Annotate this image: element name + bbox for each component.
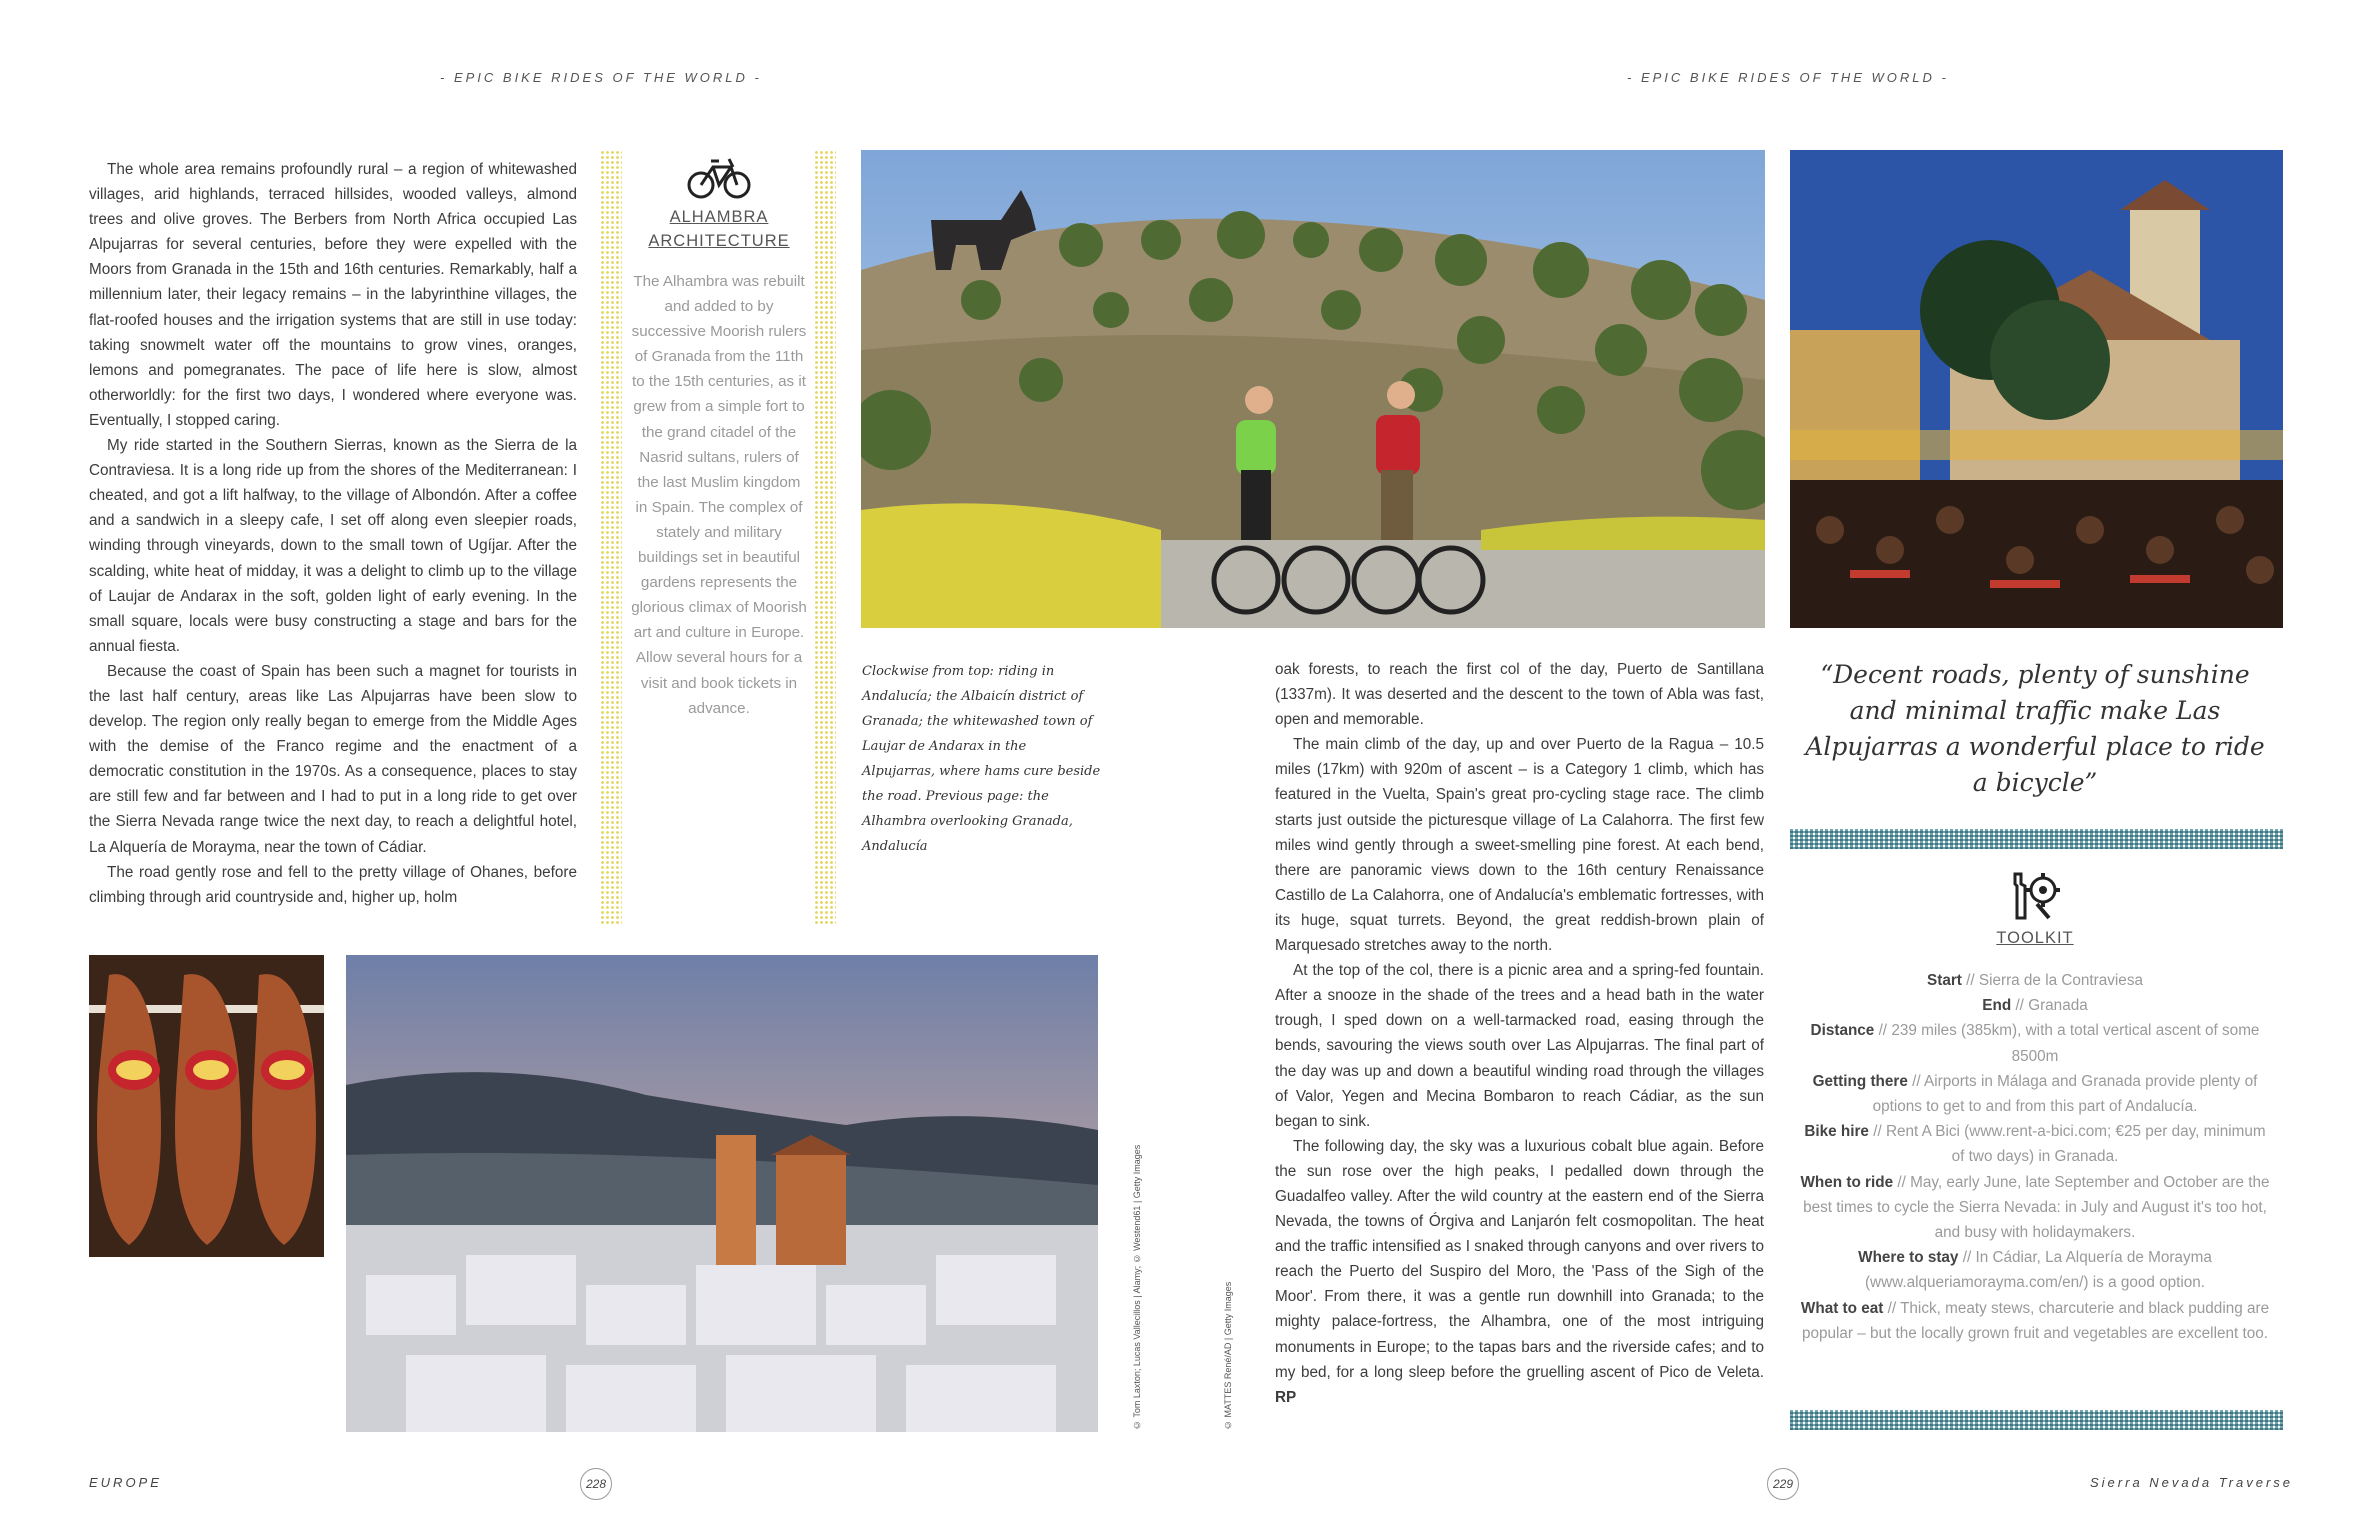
main-text-column-2	[1275, 657, 1764, 1410]
toolkit-item-value: 239 miles (385km), with a total vertical ascent of some 8500m	[1891, 1022, 2260, 1065]
photo-albaicin-square	[1790, 150, 2283, 628]
toolkit-separator: //	[1962, 1249, 1972, 1267]
toolkit-heading: TOOLKIT	[1996, 929, 2074, 947]
photo-cyclists	[861, 150, 1765, 628]
footer-section-right: Sierra Nevada Traverse	[2090, 1475, 2294, 1490]
toolkit-separator: //	[1966, 972, 1975, 989]
running-head-right: - EPIC BIKE RIDES OF THE WORLD -	[1627, 70, 1949, 85]
decorative-band-top	[1790, 829, 2283, 849]
paragraph: The whole area remains profoundly rural – a region of whitewashed villages, arid highlands, terraced hillsides, wooded valleys, almond trees and olive groves. The Berbers from North Africa occupied Las Alpujarras for several centuries, before they were expelled with the Moors from Granada in the 15th and 16th centuries. Remarkably, half a millennium later, their legacy remains – in the labyrinthine villages, the flat-roofed houses and the irrigation systems that are still in use today: taking snowmelt water off the mountains to grow vines, oranges, lemons and pomegranates. The pace of life here is slow, almost otherworldly: for the first two days, I wondered where everyone was. Eventually, I stopped caring.	[89, 161, 577, 429]
paragraph: My ride started in the Southern Sierras, known as the Sierra de la Contraviesa. It is a long ride up from the shores of the Mediterranean: I cheated, and got a lift halfway, to the village of Albondón. After a coffee and a sandwich in a sleepy cafe, I set off along even sleepier roads, winding through vineyards, down to the small town of Ugíjar. After the scalding, white heat of midday, it was a delight to climb up to the village of Laujar de Andarax in the soft, golden light of early evening. In the small square, locals were busy constructing a stage and bars for the annual fiesta.	[89, 437, 577, 655]
toolkit-item-label: Start	[1927, 972, 1962, 989]
toolkit-item-value: Rent A Bici (www.rent-a-bici.com; €25 per day, minimum of two days) in Granada.	[1885, 1123, 2266, 1166]
running-head-left: - EPIC BIKE RIDES OF THE WORLD -	[440, 70, 762, 85]
sidebar-heading-line1: ALHAMBRA	[669, 208, 769, 226]
toolkit-item-value: In Cádiar, La Alquería de Morayma (www.alqueriamorayma.com/en/) is a good option.	[1864, 1249, 2212, 1292]
toolkit-separator: //	[1873, 1123, 1882, 1141]
toolkit-item-label: Bike hire	[1804, 1123, 1869, 1141]
toolkit-item-label: Distance	[1810, 1022, 1875, 1040]
photo-laujar-de-andarax	[346, 955, 1098, 1432]
toolkit-item	[1800, 1170, 2270, 1246]
toolkit-separator: //	[2015, 997, 2024, 1015]
pull-quote: “Decent roads, plenty of sunshine and minimal traffic make Las Alpujarras a wonderful place to ride a bicycle”	[1805, 660, 2265, 797]
toolkit-item-value: Sierra de la Contraviesa	[1978, 972, 2143, 989]
toolkit-separator: //	[1897, 1173, 1906, 1191]
tools-icon	[1800, 870, 2270, 926]
toolkit-item	[1800, 1018, 2270, 1068]
photo-hams	[89, 955, 324, 1257]
toolkit-item	[1800, 1069, 2270, 1119]
sidebar-border-right	[814, 150, 836, 925]
toolkit-item-value: Thick, meaty stews, charcuterie and black pudding are popular – but the locally grown fruit and vegetables are excellent too.	[1802, 1299, 2270, 1342]
toolkit-item-value: Airports in Málaga and Granada provide plenty of options to get to and from this part of Andalucía.	[1872, 1072, 2258, 1116]
paragraph	[1275, 1134, 1764, 1410]
toolkit-separator: //	[1878, 1022, 1888, 1040]
sidebar-alhambra	[630, 155, 808, 721]
paragraph: Because the coast of Spain has been such a magnet for tourists in the last half century, areas like Las Alpujarras have been slow to develop. The region only really began to emerge from the Middle Ages with the demise of the Franco regime and the enactment of a democratic constitution in the 1970s. As a consequence, places to stay are still few and far between and I had to put in a long ride to get over the Sierra Nevada range twice the next day, to reach a delightful hotel, La Alquería de Morayma, near the town of Cádiar.	[89, 662, 577, 856]
photo-credit-left: © Tom Laxton; Lucas Vallecillos | Alamy; © Westend61 | Getty Images	[1132, 1144, 1142, 1430]
toolkit-item-label: End	[1982, 997, 2012, 1015]
paragraph: The main climb of the day, up and over Puerto de la Ragua – 10.5 miles (17km) with 920m of ascent – is a Category 1 climb, which has featured in the Vuelta, Spain's great pro-cycling stage race. The climb starts just outside the picturesque village of La Calahorra. The first few miles wind gently through a sweet-smelling pine forest. At each bend, there are panoramic views down to the 16th century Renaissance Castillo de La Calahorra, one of Andalucía's emblematic fortresses, with its huge, squat turrets. Beyond, the great reddish-brown plain of Marquesado stretches away to the north.	[1275, 736, 1764, 955]
toolkit-item-value: May, early June, late September and October are the best times to cycle the Sierra Nevada: in July and August it's too hot, and busy with holidaymakers.	[1803, 1173, 2270, 1242]
toolkit-item-value: Granada	[2028, 997, 2088, 1015]
toolkit-item	[1800, 1119, 2270, 1169]
paragraph-text: The following day, the sky was a luxurious cobalt blue again. Before the sun rose over the high peaks, I pedalled down through the Guadalfeo valley. After the wild country at the eastern end of the Sierra Nevada, the towns of Órgiva and Lanjarón felt cosmopolitan. The heat and the traffic intensified as I snaked through canyons and over rivers to reach the Puerto del Suspiro del Moro, the 'Pass of the Sigh of the Moor'. From there, it was a gentle run downhill into Granada; to the mighty palace-fortress, the Alhambra, one of the most intriguing monuments in Europe; to the tapas bars and the riverside cafes; and to my bed, for a long sleep before the gruelling ascent of Pico de Veleta.	[1275, 1137, 1764, 1381]
page-number-right: 229	[1767, 1468, 1799, 1500]
sidebar-heading-line2: ARCHITECTURE	[648, 232, 790, 250]
toolkit-box	[1800, 870, 2270, 1346]
sidebar-text: The Alhambra was rebuilt and added to by successive Moorish rulers of Granada from the 11th to the 15th centuries, as it grew from a simple fort to the grand citadel of the Nasrid sultans, rulers of the last Muslim kingdom in Spain. The complex of stately and military buildings set in beautiful gardens represents the glorious climax of Moorish art and culture in Europe. Allow several hours for a visit and book tickets in advance.	[631, 273, 807, 717]
toolkit-item	[1800, 968, 2270, 993]
bicycle-icon	[630, 155, 808, 205]
page-number-left: 228	[580, 1468, 612, 1500]
toolkit-separator: //	[1912, 1072, 1921, 1090]
main-text-column-1	[89, 157, 577, 910]
toolkit-item-label: Where to stay	[1858, 1249, 1959, 1267]
footer-section-left: EUROPE	[89, 1475, 162, 1490]
toolkit-item-label: When to ride	[1800, 1173, 1894, 1191]
toolkit-items	[1800, 968, 2270, 1346]
author-initials: RP	[1275, 1388, 1297, 1406]
toolkit-item	[1800, 1245, 2270, 1295]
paragraph: oak forests, to reach the first col of the day, Puerto de Santillana (1337m). It was deserted and the descent to the town of Abla was fast, open and memorable.	[1275, 661, 1764, 729]
toolkit-item	[1800, 993, 2270, 1018]
toolkit-item-label: Getting there	[1812, 1072, 1908, 1090]
toolkit-item-label: What to eat	[1800, 1299, 1884, 1317]
decorative-band-bottom	[1790, 1410, 2283, 1430]
sidebar-border-left	[600, 150, 622, 925]
paragraph: At the top of the col, there is a picnic area and a spring-fed fountain. After a snooze in the shade of the trees and a head bath in the water trough, I sped down on a well-tarmacked road, easing through the bends, savouring the views south over Las Alpujarras. The final part of the day was up and down a beautiful winding road through the villages of Valor, Yegen and Mecina Bombaron to reach Cádiar, as the sun began to sink.	[1275, 962, 1764, 1130]
photo-caption: Clockwise from top: riding in Andalucía; the Albaicín district of Granada; the whitewashed town of Laujar de Andarax in the Alpujarras, where hams cure beside the road. Previous page: the Alhambra overlooking Granada, Andalucía	[862, 664, 1101, 854]
photo-credit-right: © MATTES René/AD | Getty Images	[1223, 1281, 1233, 1430]
toolkit-item	[1800, 1296, 2270, 1346]
toolkit-separator: //	[1887, 1299, 1897, 1317]
paragraph: The road gently rose and fell to the pretty village of Ohanes, before climbing through arid countryside and, higher up, holm	[89, 863, 577, 906]
